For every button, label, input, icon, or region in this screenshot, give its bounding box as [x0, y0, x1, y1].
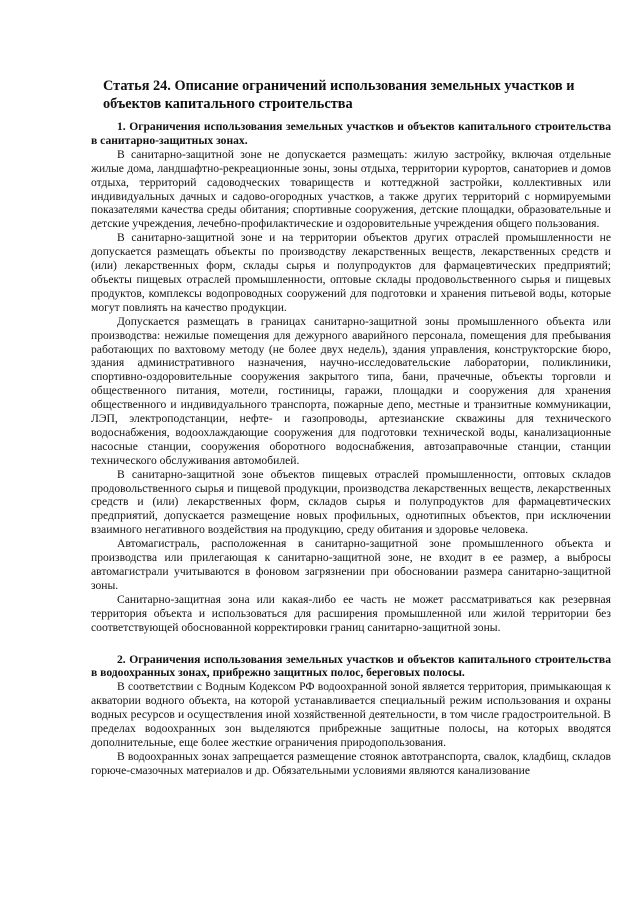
document-page — [91, 78, 611, 778]
paragraph: В санитарно-защитной зоне и на территории объектов других отраслей промышленности не допускается размещать объекты по производству лекарственных веществ, лекарственных средств и (или) лекарственных форм, склады сырья и полупродуктов для фармацевтических предприятий; объекты пищевых отраслей промышленности, оптовые склады продовольственного сырья и пищевых продуктов, комплексы водопроводных сооружений для подготовки и хранения питьевой воды, которые могут повлиять на качество продукции. — [91, 231, 611, 314]
section-water-protection-zones — [91, 653, 611, 778]
paragraph: Автомагистраль, расположенная в санитарно-защитной зоне промышленного объекта и производства или прилегающая к санитарно-защитной зоне, не входит в ее размер, а выбросы автомагистрали учитываются в фоновом загрязнении при обосновании размера санитарно-защитной зоны. — [91, 537, 611, 592]
section-heading: 1. Ограничения использования земельных участков и объектов капитального строительства в санитарно-защитных зонах. — [91, 120, 611, 147]
paragraph: В санитарно-защитной зоне объектов пищевых отраслей промышленности, оптовых складов продовольственного сырья и пищевой продукции, производства лекарственных веществ, лекарственных средств и (или) лекарственных форм, складов сырья и полупродуктов для фармацевтических предприятий, допускается размещение новых профильных, однотипных объектов, при исключении взаимного негативного воздействия на продукцию, среду обитания и здоровье человека. — [91, 467, 611, 537]
section-sanitary-zones — [91, 120, 611, 635]
section-heading: 2. Ограничения использования земельных участков и объектов капитального строительства в водоохранных зонах, прибрежно защитных полос, береговых полосы. — [91, 652, 611, 680]
paragraph: Допускается размещать в границах санитарно-защитной зоны промышленного объекта или производства: нежилые помещения для дежурного аварийного персонала, помещения для пребывания работающих по вахтовому методу (не более двух недель), здания управления, конструкторские бюро, здания административного назначения, научно-исследовательские лаборатории, поликлиники, спортивно-оздоровительные сооружения закрытого типа, бани, прачечные, объекты торговли и общественного питания, мотели, гостиницы, гаражи, площадки и сооружения для хранения общественного и индивидуального транспорта, пожарные депо, местные и транзитные коммуникации, ЛЭП, электроподстанции, нефте- и газопроводы, артезианские скважины для технического водоснабжения, водоохлаждающие сооружения для подготовки технической воды, канализационные насосные станции, сооружения оборотного водоснабжения, автозаправочные станции, станции технического обслуживания автомобилей. — [91, 314, 611, 467]
paragraph: Санитарно-защитная зона или какая-либо ее часть не может рассматриваться как резервная территория объекта и использоваться для расширения промышленной или жилой территории без соответствующей обоснованной корректировки границ санитарно-защитной зоны. — [91, 592, 611, 634]
paragraph: В соответствии с Водным Кодексом РФ водоохранной зоной является территория, примыкающая к акватории водного объекта, на которой устанавливается специальный режим использования и охраны водных ресурсов и осуществления иной хозяйственной деятельности, в том числе градостроительной. В пределах водоохранных зон выделяются прибрежные защитные полосы, на которых вводятся дополнительные, еще более жесткие ограничения природопользования. — [91, 680, 611, 749]
paragraph: В водоохранных зонах запрещается размещение стоянок автотранспорта, свалок, кладбищ, складов горюче-смазочных материалов и др. Обязательными условиями являются канализование — [91, 749, 611, 777]
article-title: Статья 24. Описание ограничений использования земельных участков и объектов капитального строительства — [103, 78, 575, 112]
paragraph: В санитарно-защитной зоне не допускается размещать: жилую застройку, включая отдельные жилые дома, ландшафтно-рекреационные зоны, зоны отдыха, территории курортов, санаториев и домов отдыха, территорий садоводческих товариществ и коттеджной застройки, коллективных или индивидуальных дачных и садово-огородных участков, а также других территорий с нормируемыми показателями качества среды обитания; спортивные сооружения, детские площадки, образовательные и детские учреждения, лечебно-профилактические и оздоровительные учреждения общего пользования. — [91, 147, 611, 231]
